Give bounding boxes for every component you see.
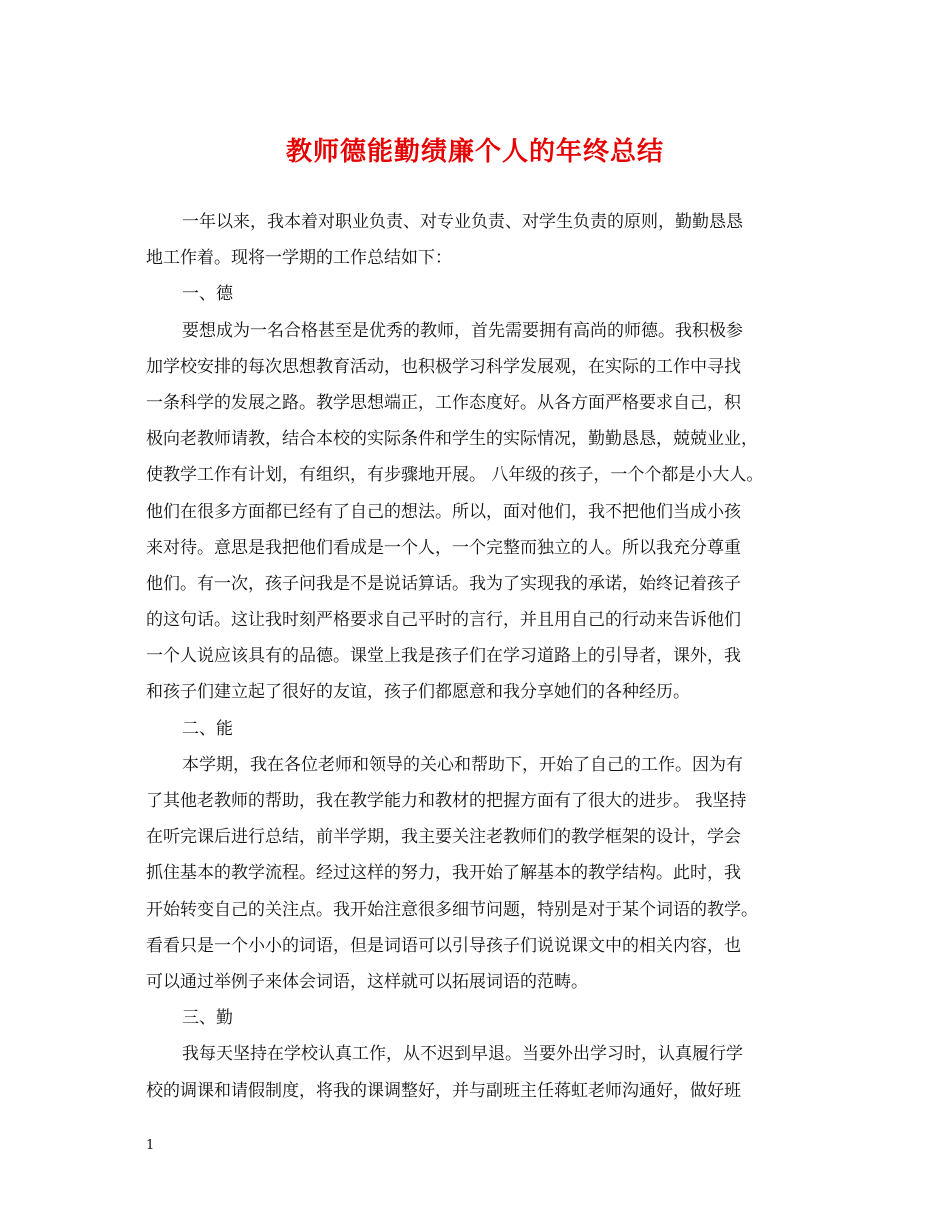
text-line: 极向老教师请教，结合本校的实际条件和学生的实际情况，勤勤恳恳，兢兢业业， [146, 429, 758, 450]
text-line: 二、能 [182, 718, 233, 739]
page-number: 1 [146, 1138, 155, 1153]
text-line: 地工作着。现将一学期的工作总结如下： [146, 248, 452, 269]
document-title: 教师德能勤绩廉个人的年终总结 [285, 137, 664, 167]
text-line: 看看只是一个小小的词语，但是词语可以引导孩子们说说课文中的相关内容，也 [146, 935, 741, 956]
text-line: 使教学工作有计划，有组织，有步骤地开展。 八年级的孩子，一个个都是小大人。 [146, 465, 764, 486]
text-line: 一年以来，我本着对职业负责、对专业负责、对学生负责的原则，勤勤恳恳 [182, 212, 743, 232]
text-line: 他们。有一次，孩子问我是不是说话算话。我为了实现我的承诺，始终记着孩子 [146, 573, 741, 594]
text-line: 可以通过举例子来体会词语，这样就可以拓展词语的范畴。 [146, 971, 588, 992]
text-line: 的这句话。这让我时刻严格要求自己平时的言行，并且用自己的行动来告诉他们 [146, 610, 741, 631]
text-line: 他们在很多方面都已经有了自己的想法。所以，面对他们，我不把他们当成小孩 [146, 501, 741, 522]
text-line: 本学期，我在各位老师和领导的关心和帮助下，开始了自己的工作。因为有 [182, 754, 743, 775]
text-line: 开始转变自己的关注点。我开始注意很多细节问题，特别是对于某个词语的教学。 [146, 899, 758, 920]
text-line: 校的调课和请假制度，将我的课调整好，并与副班主任蒋虹老师沟通好，做好班 [146, 1080, 741, 1101]
text-line: 了其他老教师的帮助，我在教学能力和教材的把握方面有了很大的进步。 我坚持 [146, 791, 747, 811]
text-line: 一条科学的发展之路。教学思想端正，工作态度好。从各方面严格要求自己，积 [146, 392, 741, 413]
document-body [146, 204, 826, 1109]
text-line: 加学校安排的每次思想教育活动，也积极学习科学发展观，在实际的工作中寻找 [146, 356, 741, 377]
text-line: 一、德 [182, 284, 233, 305]
text-line: 和孩子们建立起了很好的友谊，孩子们都愿意和我分享她们的各种经历。 [146, 682, 690, 703]
text-line: 来对待。意思是我把他们看成是一个人，一个完整而独立的人。所以我充分尊重 [146, 537, 741, 558]
text-line: 一个人说应该具有的品德。课堂上我是孩子们在学习道路上的引导者，课外，我 [146, 646, 741, 667]
text-line: 抓住基本的教学流程。经过这样的努力，我开始了解基本的教学结构。此时，我 [146, 863, 741, 884]
text-line: 我每天坚持在学校认真工作，从不迟到早退。当要外出学习时，认真履行学 [182, 1044, 743, 1065]
text-line: 三、勤 [182, 1008, 233, 1029]
text-line: 在听完课后进行总结，前半学期，我主要关注老教师们的教学框架的设计，学会 [146, 827, 741, 848]
text-line: 要想成为一名合格甚至是优秀的教师，首先需要拥有高尚的师德。我积极参 [182, 320, 743, 341]
